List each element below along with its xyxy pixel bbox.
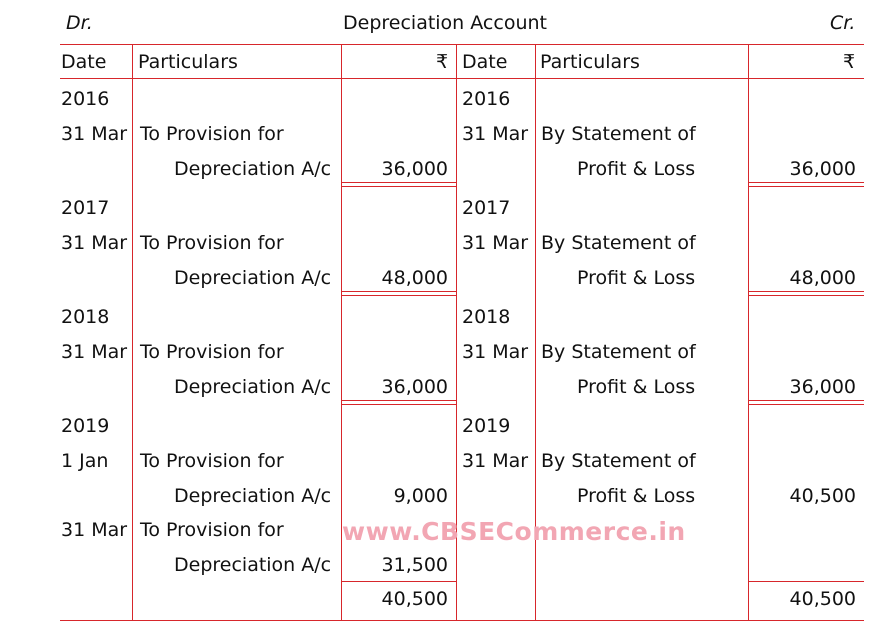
dr-amount: 9,000 [393,485,448,507]
bottom-rule [60,620,864,621]
cr-date: 31 Mar [462,341,529,363]
cr-amount: 36,000 [789,376,856,398]
cr-particular-line1: By Statement of [541,341,696,363]
dr-year-2019: 2019 [61,415,110,437]
dr-year-2017: 2017 [61,197,110,219]
dr-particular-line2: Depreciation A/c [174,485,332,507]
cr-total-rule-2017 [748,291,864,296]
cr-label: Cr. [830,12,856,34]
divider-cr-particulars [748,44,749,620]
dr-date: 1 Jan [61,450,109,472]
dr-date: 31 Mar [61,123,128,145]
cr-particular-line1: By Statement of [541,123,696,145]
dr-particular-line2: Depreciation A/c [174,376,332,398]
col-dr-date: Date [61,51,107,73]
dr-label: Dr. [66,12,93,34]
dr-amount: 31,500 [381,554,448,576]
cr-total-rule-2018 [748,400,864,405]
cr-year-2017: 2017 [462,197,511,219]
watermark-text: www.CBSECommerce.in [342,517,686,546]
header-rule [60,78,864,79]
cr-particular-line2: Profit & Loss [577,158,696,180]
ledger-title: Depreciation Account [343,12,547,34]
cr-date: 31 Mar [462,232,529,254]
col-dr-currency: ₹ [436,51,449,73]
cr-particular-line1: By Statement of [541,450,696,472]
divider-dr-date [132,44,133,620]
dr-total-rule-2016 [341,182,456,187]
cr-amount: 40,500 [789,485,856,507]
cr-subtotal-rule [748,581,864,582]
dr-particular-line1: To Provision for [140,450,284,472]
dr-date: 31 Mar [61,519,128,541]
dr-subtotal-rule [341,581,456,582]
cr-particular-line2: Profit & Loss [577,267,696,289]
cr-year-2019: 2019 [462,415,511,437]
dr-amount: 36,000 [381,376,448,398]
dr-particular-line2: Depreciation A/c [174,267,332,289]
top-rule [60,44,864,45]
dr-particular-line1: To Provision for [140,123,284,145]
cr-particular-line2: Profit & Loss [577,376,696,398]
col-dr-particulars: Particulars [138,51,238,73]
cr-date: 31 Mar [462,123,529,145]
dr-total-rule-2017 [341,291,456,296]
dr-amount: 36,000 [381,158,448,180]
dr-year-2018: 2018 [61,306,110,328]
cr-year-2016: 2016 [462,88,511,110]
cr-grand-total: 40,500 [789,588,856,610]
cr-amount: 36,000 [789,158,856,180]
cr-year-2018: 2018 [462,306,511,328]
dr-particular-line1: To Provision for [140,341,284,363]
dr-amount: 48,000 [381,267,448,289]
col-cr-date: Date [462,51,508,73]
dr-date: 31 Mar [61,341,128,363]
cr-particular-line2: Profit & Loss [577,485,696,507]
dr-particular-line2: Depreciation A/c [174,158,332,180]
dr-particular-line1: To Provision for [140,519,284,541]
dr-total-rule-2018 [341,400,456,405]
dr-particular-line1: To Provision for [140,232,284,254]
cr-date: 31 Mar [462,450,529,472]
cr-total-rule-2016 [748,182,864,187]
dr-date: 31 Mar [61,232,128,254]
col-cr-particulars: Particulars [540,51,640,73]
col-cr-currency: ₹ [843,51,856,73]
cr-amount: 48,000 [789,267,856,289]
dr-year-2016: 2016 [61,88,110,110]
dr-particular-line2: Depreciation A/c [174,554,332,576]
dr-grand-total: 40,500 [381,588,448,610]
cr-particular-line1: By Statement of [541,232,696,254]
